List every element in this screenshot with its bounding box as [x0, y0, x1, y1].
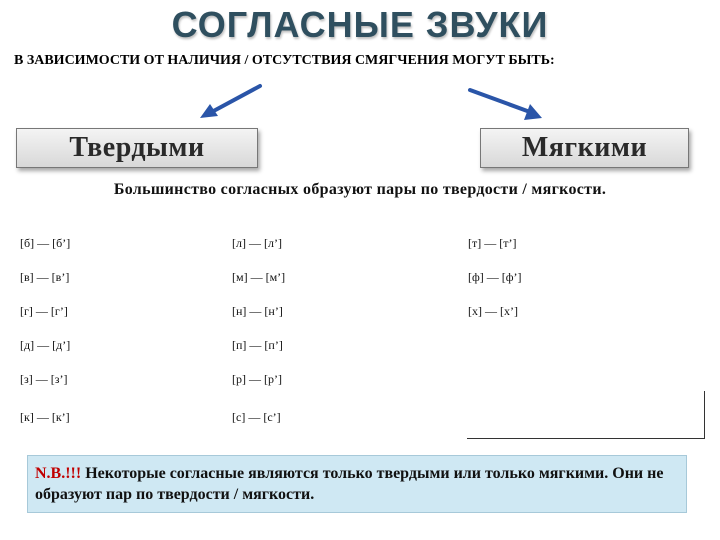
note-box: [27, 455, 687, 513]
pair-cell: [н] — [н’]: [232, 304, 283, 318]
pair-cell: [к] — [к’]: [20, 410, 70, 424]
table-border-horizontal: [467, 438, 705, 439]
pair-cell: [м] — [м’]: [232, 270, 286, 284]
pair-cell: [р] — [р’]: [232, 372, 282, 386]
page-title: СОГЛАСНЫЕ ЗВУКИ: [171, 4, 549, 45]
pair-cell: [п] — [п’]: [232, 338, 283, 352]
pairs-heading: Большинство согласных образуют пары по твердости / мягкости.: [113, 181, 607, 198]
pair-cell: [з] — [з’]: [20, 372, 68, 386]
hard-consonants-box: Твердыми: [16, 128, 258, 168]
pair-cell: [т] — [т’]: [468, 236, 517, 250]
note-text: Некоторые согласные являются только твердыми или только мягкими. Они не образуют пар по твердости / мягкости.: [35, 465, 664, 503]
pair-cell: [г] — [г’]: [20, 304, 68, 318]
table-border-vertical: [704, 391, 705, 439]
subtitle: В ЗАВИСИМОСТИ ОТ НАЛИЧИЯ / ОТСУТСТВИЯ СМЯГЧЕНИЯ МОГУТ БЫТЬ:: [14, 53, 555, 68]
pair-cell: [ф] — [ф’]: [468, 270, 522, 284]
pair-cell: [б] — [б’]: [20, 236, 71, 250]
pair-cell: [в] — [в’]: [20, 270, 70, 284]
arrow-left-icon: [196, 82, 266, 122]
pair-cell: [д] — [д’]: [20, 338, 71, 352]
pair-cell: [л] — [л’]: [232, 236, 282, 250]
pair-cell: [с] — [с’]: [232, 410, 281, 424]
arrow-right-icon: [466, 86, 546, 126]
pair-cell: [х] — [х’]: [468, 304, 518, 318]
soft-consonants-box: Мягкими: [480, 128, 689, 168]
note-prefix: N.B.!!!: [35, 465, 82, 482]
